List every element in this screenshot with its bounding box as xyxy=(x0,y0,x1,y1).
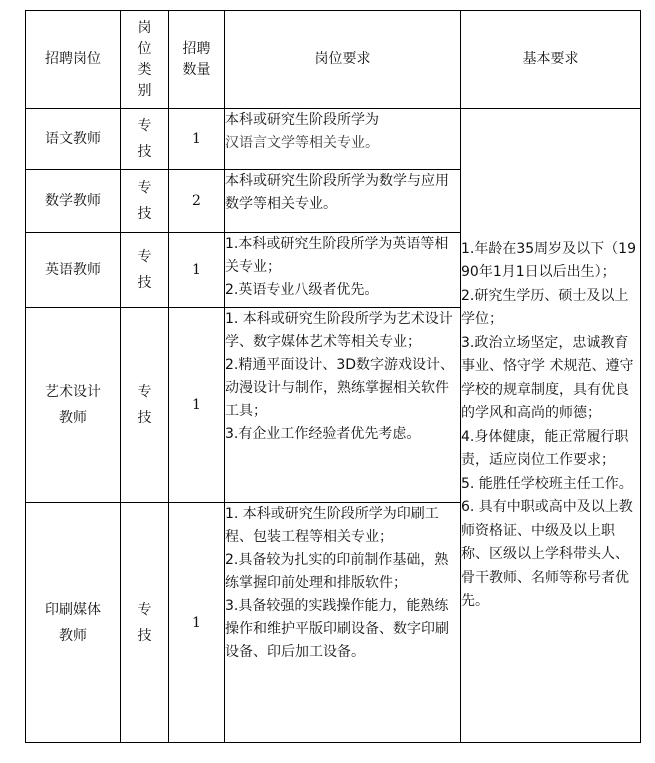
category-char: 专 xyxy=(137,601,152,618)
requirements-cell xyxy=(225,308,461,503)
category-cell xyxy=(121,308,169,503)
position-cell xyxy=(26,170,121,233)
header-count-line: 数量 xyxy=(182,61,211,78)
header-count-line: 招聘 xyxy=(182,40,211,57)
count-cell: 1 xyxy=(169,503,225,743)
category-char: 技 xyxy=(137,275,152,291)
requirement-line: 1. 本科或研究生阶段所学为艺术设计学、数字媒体艺术等相关专业； xyxy=(225,311,453,350)
header-position: 招聘岗位 xyxy=(26,11,121,109)
category-char: 技 xyxy=(137,206,152,222)
category-cell xyxy=(121,503,169,743)
basic-requirement-item: 3.政治立场坚定，忠诚教育事业、恪守学 术规范、遵守学校的规章制度，具有优良的学风和高尚的师德； xyxy=(461,334,634,421)
header-count xyxy=(169,11,225,109)
requirement-line: 3.有企业工作经验者优先考虑。 xyxy=(225,426,421,442)
count-cell: 1 xyxy=(169,109,225,170)
category-char: 专 xyxy=(137,180,152,196)
position-line: 艺术设计 xyxy=(45,384,101,400)
header-category-char: 别 xyxy=(137,82,152,99)
requirement-line: 2.精通平面设计、3D数字游戏设计、动漫设计与制作，熟练掌握相关软件工具； xyxy=(225,357,455,419)
header-basic: 基本要求 xyxy=(461,11,641,109)
header-row xyxy=(26,11,641,109)
position-cell xyxy=(26,503,121,743)
position-line: 语文教师 xyxy=(45,131,101,147)
requirement-line: 本科或研究生阶段所学为数学与应用数学等相关专业。 xyxy=(225,173,449,212)
category-cell xyxy=(121,170,169,233)
header-category-char: 位 xyxy=(137,40,152,57)
position-line: 教师 xyxy=(59,410,87,426)
position-cell xyxy=(26,308,121,503)
basic-requirements-cell xyxy=(461,109,641,743)
header-category xyxy=(121,11,169,109)
basic-requirement-item: 2.研究生学历、硕士及以上学位； xyxy=(461,287,629,327)
requirement-line: 1.本科或研究生阶段所学为英语等相关专业； xyxy=(225,236,449,275)
requirement-line: 3.具备较强的实践操作能力，能熟练操作和维护平版印刷设备、数字印刷设备、印后加工设备。 xyxy=(225,598,449,660)
requirements-cell xyxy=(225,503,461,743)
basic-requirement-item: 1.年龄在35周岁及以下（1990年1月1日以后出生）； xyxy=(461,240,636,280)
requirement-line: 1. 本科或研究生阶段所学为印刷工程、包装工程等相关专业； xyxy=(225,506,439,545)
category-cell xyxy=(121,233,169,308)
category-char: 专 xyxy=(137,118,152,134)
category-cell xyxy=(121,109,169,170)
count-cell: 2 xyxy=(169,170,225,233)
recruitment-table xyxy=(25,10,641,743)
category-char: 专 xyxy=(137,249,152,265)
category-char: 专 xyxy=(137,384,152,400)
header-requirements: 岗位要求 xyxy=(225,11,461,109)
count-cell: 1 xyxy=(169,308,225,503)
position-cell xyxy=(26,233,121,308)
category-char: 技 xyxy=(137,144,152,160)
header-category-char: 岗 xyxy=(137,19,152,36)
requirements-cell xyxy=(225,233,461,308)
basic-requirement-item: 4.身体健康，能正常履行职责，适应岗位工作要求； xyxy=(461,428,629,468)
position-line: 教师 xyxy=(59,627,87,644)
basic-requirement-item: 5. 能胜任学校班主任工作。 xyxy=(461,475,633,492)
count-cell: 1 xyxy=(169,233,225,308)
header-category-char: 类 xyxy=(137,61,152,78)
basic-requirement-item: 6. 具有中职或高中及以上教师资格证、中级及以上职称、区级以上学科带头人、骨干教师、名师等称号者优先。 xyxy=(461,499,633,609)
position-line: 数学教师 xyxy=(45,193,101,209)
category-char: 技 xyxy=(137,627,152,644)
category-char: 技 xyxy=(137,410,152,426)
requirements-cell xyxy=(225,109,461,170)
requirement-line: 汉语言文学等相关专业。 xyxy=(225,135,379,151)
position-line: 英语教师 xyxy=(45,262,101,278)
requirement-line: 2.英语专业八级者优先。 xyxy=(225,282,379,298)
position-cell xyxy=(26,109,121,170)
requirement-line: 本科或研究生阶段所学为 xyxy=(225,112,379,128)
table-row xyxy=(26,109,641,170)
position-line: 印刷媒体 xyxy=(45,601,101,618)
requirements-cell xyxy=(225,170,461,233)
requirement-line: 2.具备较为扎实的印前制作基础，熟练掌握印前处理和排版软件； xyxy=(225,552,449,591)
